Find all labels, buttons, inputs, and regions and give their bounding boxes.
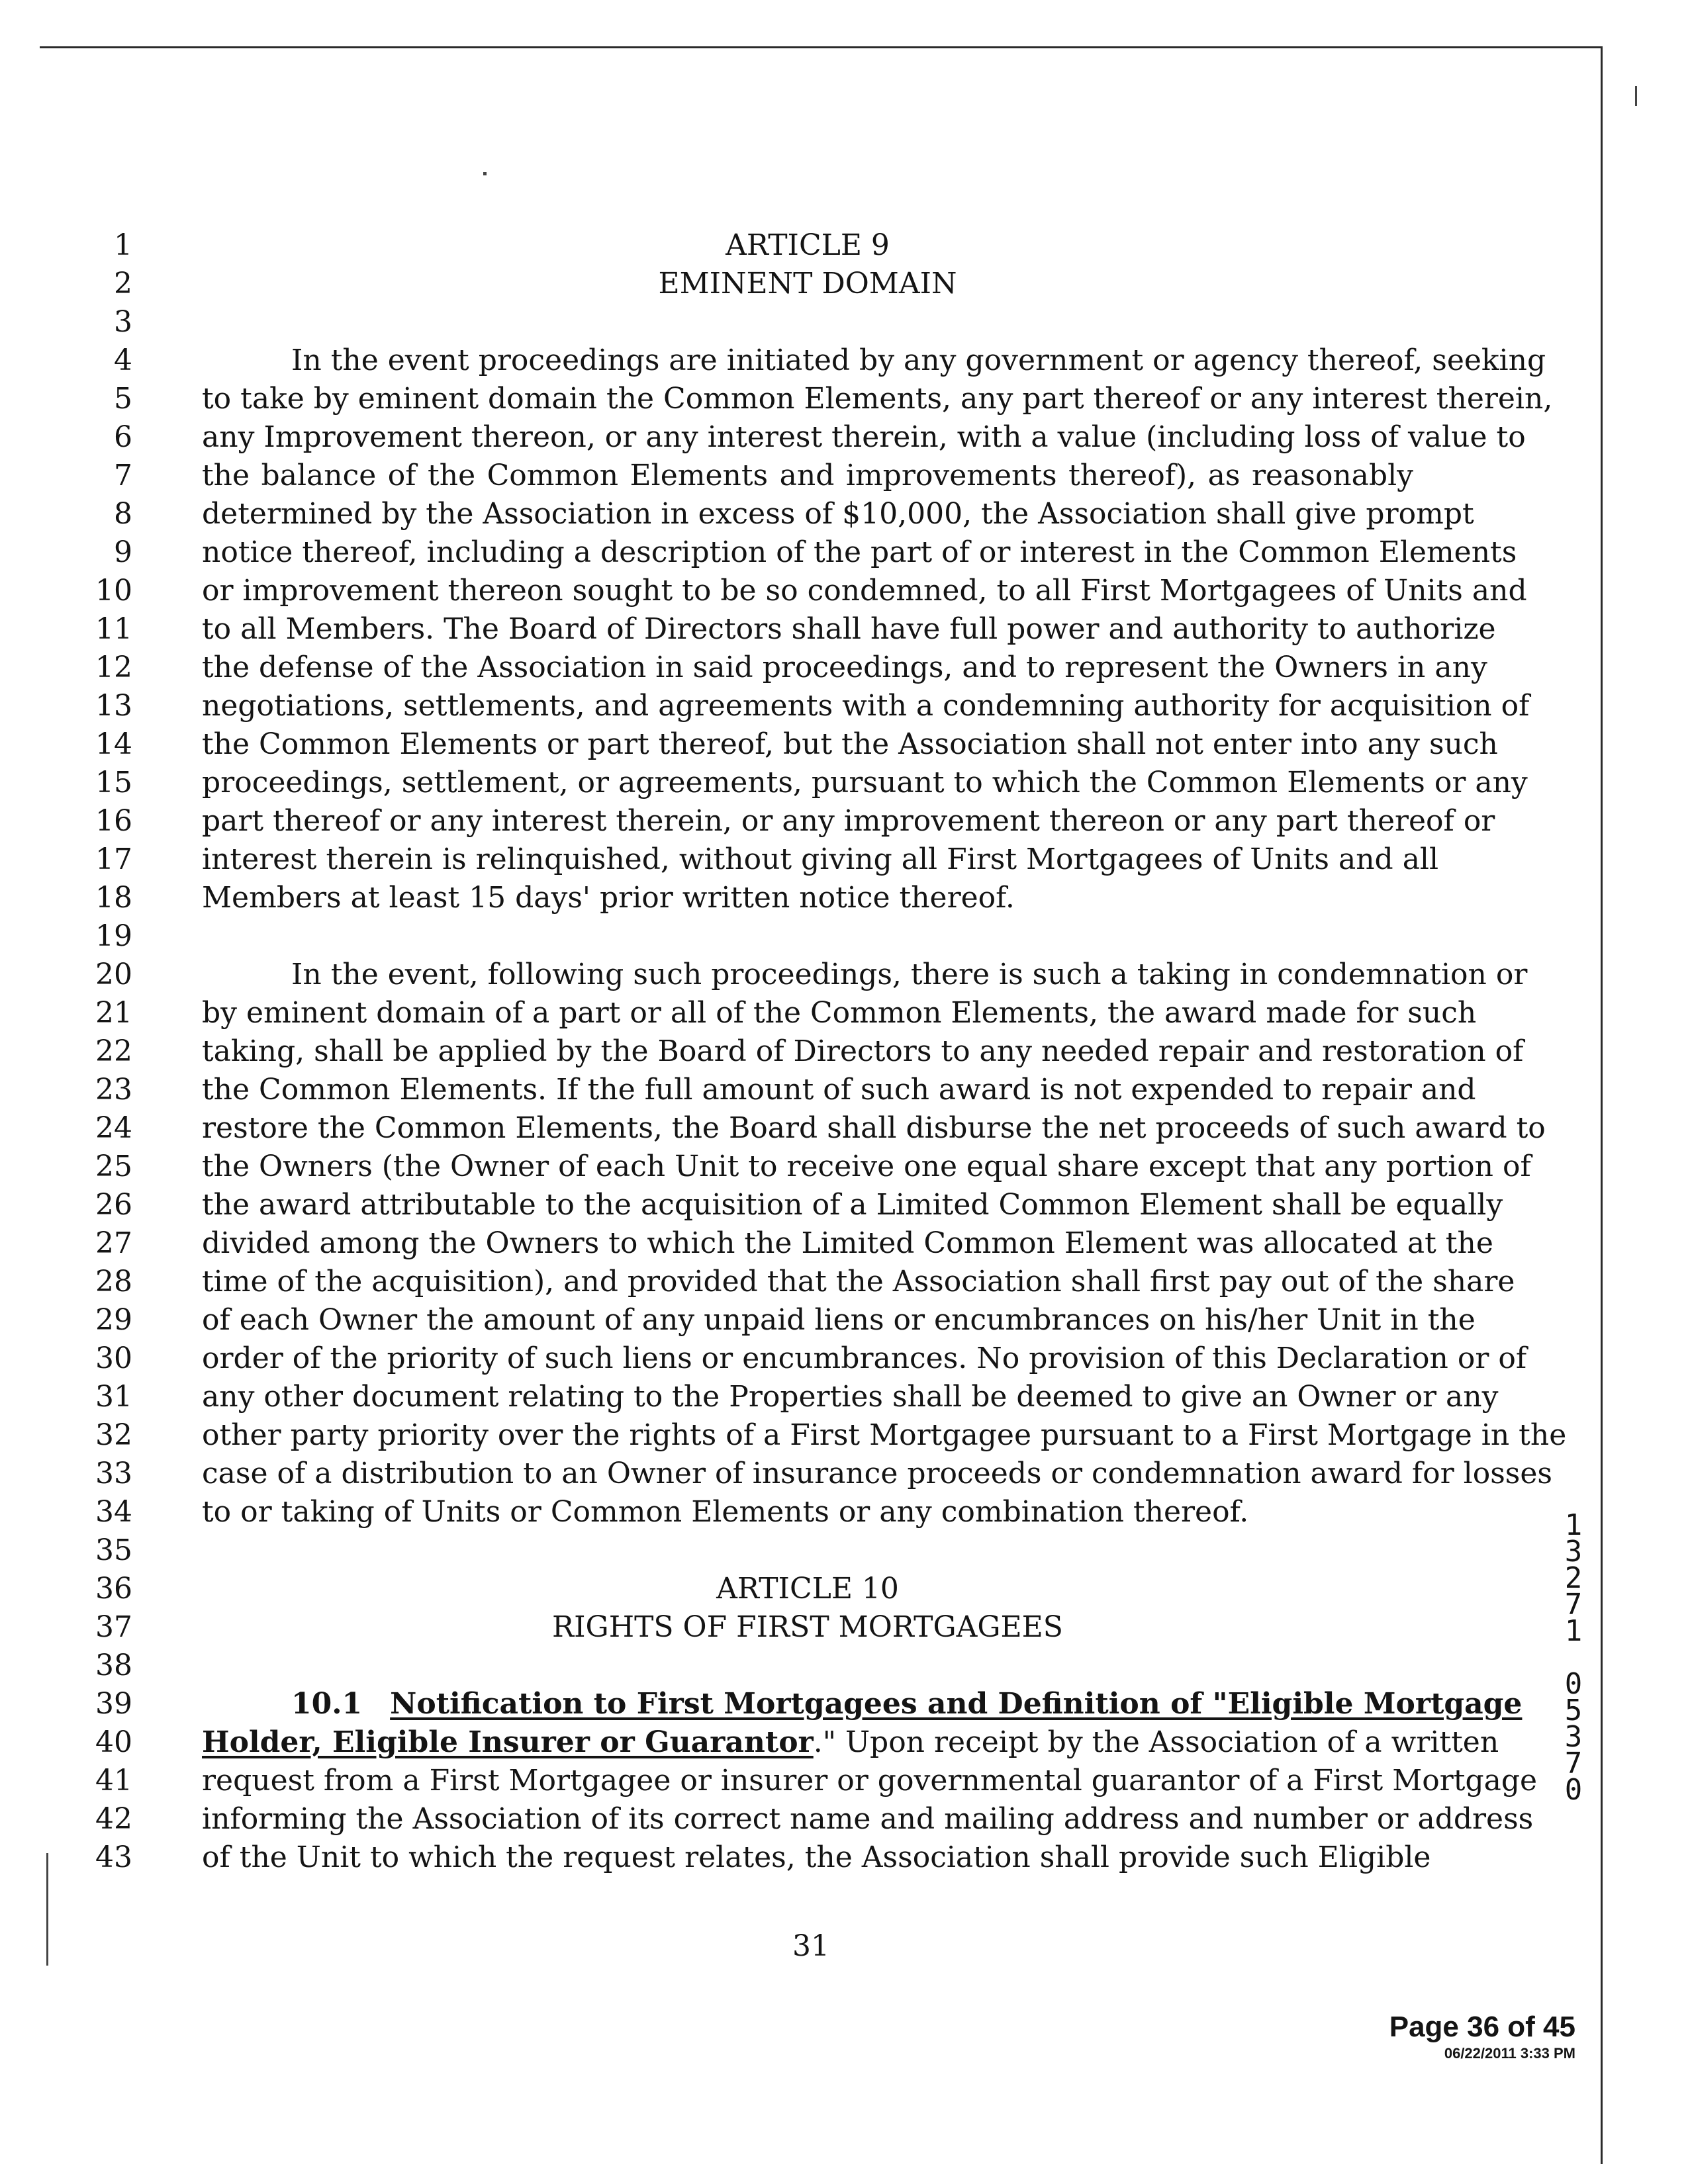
line-number: 6: [114, 420, 132, 454]
line-number: 38: [95, 1649, 132, 1682]
line-number: 1: [114, 228, 132, 262]
line-number: 25: [95, 1150, 132, 1183]
article-9-title: ARTICLE 9: [726, 228, 890, 262]
scan-speck: [46, 1853, 48, 1966]
line-number: 8: [114, 497, 132, 531]
text-line: of each Owner the amount of any unpaid liens or encumbrances on his/her Unit in the: [202, 1303, 1476, 1337]
text-line: other party priority over the rights of a First Mortgagee pursuant to a First Mortgage in the: [202, 1418, 1567, 1452]
stamp-digit: 3: [1564, 1535, 1583, 1569]
line-number: 18: [95, 881, 132, 915]
line-number: 23: [95, 1073, 132, 1107]
line-number: 33: [95, 1457, 132, 1490]
line-number: 29: [95, 1303, 132, 1337]
line-number: 7: [114, 459, 132, 492]
text-line: taking, shall be applied by the Board of Directors to any needed repair and restoration of: [202, 1034, 1524, 1068]
text-line: informing the Association of its correct name and mailing address and number or address: [202, 1802, 1534, 1836]
line-number: 22: [95, 1034, 132, 1068]
text-line: proceedings, settlement, or agreements, pursuant to which the Common Elements or any: [202, 766, 1528, 799]
line-number: 26: [95, 1188, 132, 1222]
line-number: 39: [95, 1687, 132, 1721]
stamp-digit: 1: [1564, 1614, 1583, 1648]
line-number: 11: [95, 612, 132, 646]
line-number: 15: [95, 766, 132, 799]
text-line: to take by eminent domain the Common Elements, any part thereof or any interest therein,: [202, 382, 1553, 416]
line-number: 28: [95, 1265, 132, 1298]
text-line: any other document relating to the Properties shall be deemed to give an Owner or any: [202, 1380, 1499, 1414]
footer-timestamp: 06/22/2011 3:33 PM: [1444, 2045, 1575, 2062]
article-10-title: ARTICLE 10: [716, 1572, 899, 1606]
line-number: 34: [95, 1495, 132, 1529]
stamp-digit: 3: [1564, 1720, 1583, 1754]
line-number: 32: [95, 1418, 132, 1452]
text-line: In the event, following such proceedings, there is such a taking in condemnation or: [291, 958, 1528, 991]
text-line: to or taking of Units or Common Elements or any combination thereof.: [202, 1495, 1249, 1529]
right-border-line: [1601, 46, 1603, 2164]
text-line: part thereof or any interest therein, or any improvement thereon or any part thereof or: [202, 804, 1495, 838]
line-number: 43: [95, 1841, 132, 1874]
line-number: 5: [114, 382, 132, 416]
text-line: the Owners (the Owner of each Unit to receive one equal share except that any portion of: [202, 1150, 1531, 1183]
line-number: 2: [114, 267, 132, 300]
text-line: order of the priority of such liens or encumbrances. No provision of this Declaration or of: [202, 1342, 1527, 1375]
line-number: 27: [95, 1226, 132, 1260]
text-line: of the Unit to which the request relates, the Association shall provide such Eligible: [202, 1841, 1431, 1874]
text-line: by eminent domain of a part or all of the Common Elements, the award made for such: [202, 996, 1477, 1030]
text-line: negotiations, settlements, and agreements with a condemning authority for acquisition of: [202, 689, 1530, 723]
text-line: divided among the Owners to which the Limited Common Element was allocated at the: [202, 1226, 1493, 1260]
page-number: 31: [792, 1929, 829, 1963]
text-line: the balance of the Common Elements and improvements thereof), as reasonably: [202, 459, 1413, 492]
line-number: 41: [95, 1764, 132, 1797]
line-number: 3: [114, 305, 132, 339]
text-line: the Common Elements. If the full amount of such award is not expended to repair and: [202, 1073, 1476, 1107]
footer-page-label: Page 36 of 45: [1389, 2011, 1575, 2043]
line-number: 35: [95, 1533, 132, 1567]
stamp-digit: 2: [1564, 1561, 1583, 1595]
text-line: In the event proceedings are initiated by any government or agency thereof, seeking: [291, 343, 1546, 377]
text-line: determined by the Association in excess of $10,000, the Association shall give prompt: [202, 497, 1474, 531]
line-number: 30: [95, 1342, 132, 1375]
line-number: 12: [95, 651, 132, 684]
line-number: 31: [95, 1380, 132, 1414]
stamp-digit: 0: [1564, 1773, 1583, 1807]
text-line: or improvement thereon sought to be so condemned, to all First Mortgagees of Units and: [202, 574, 1527, 608]
text-line: any Improvement thereon, or any interest therein, with a value (including loss of value to: [202, 420, 1526, 454]
line-number: 37: [95, 1610, 132, 1644]
line-number: 21: [95, 996, 132, 1030]
stamp-digit: 5: [1564, 1694, 1583, 1727]
stamp-digit: 7: [1564, 1588, 1583, 1621]
text-run: ." Upon receipt by the Association of a written: [813, 1725, 1499, 1759]
line-number: 4: [114, 343, 132, 377]
text-line: time of the acquisition), and provided that the Association shall first pay out of the share: [202, 1265, 1515, 1298]
text-line: interest therein is relinquished, without giving all First Mortgagees of Units and all: [202, 842, 1439, 876]
article-10-subtitle: RIGHTS OF FIRST MORTGAGEES: [552, 1610, 1063, 1644]
text-line: the defense of the Association in said proceedings, and to represent the Owners in any: [202, 651, 1487, 684]
line-number: 36: [95, 1572, 132, 1606]
scan-speck: [1635, 86, 1637, 106]
top-border-line: [40, 46, 1602, 48]
line-number: 20: [95, 958, 132, 991]
section-heading-continued: Holder, Eligible Insurer or Guarantor: [202, 1725, 814, 1759]
scan-speck: [483, 172, 487, 175]
line-number: 13: [95, 689, 132, 723]
text-line: restore the Common Elements, the Board shall disburse the net proceeds of such award to: [202, 1111, 1546, 1145]
text-line: to all Members. The Board of Directors shall have full power and authority to authorize: [202, 612, 1496, 646]
text-line: the award attributable to the acquisition of a Limited Common Element shall be equally: [202, 1188, 1503, 1222]
line-number: 16: [95, 804, 132, 838]
text-line: notice thereof, including a description of the part of or interest in the Common Elements: [202, 535, 1517, 569]
stamp-digit: 1: [1564, 1508, 1583, 1542]
section-number: 10.1: [291, 1687, 363, 1721]
line-number: 19: [95, 919, 132, 953]
recording-stamp-number: [1557, 1508, 1590, 1807]
section-heading-line: [291, 1685, 1523, 1723]
line-number: 24: [95, 1111, 132, 1145]
article-9-subtitle: EMINENT DOMAIN: [658, 267, 957, 300]
line-number: 14: [95, 727, 132, 761]
text-line: case of a distribution to an Owner of insurance proceeds or condemnation award for losses: [202, 1457, 1552, 1490]
text-line: the Common Elements or part thereof, but the Association shall not enter into any such: [202, 727, 1498, 761]
stamp-digit: 7: [1564, 1747, 1583, 1780]
text-line: [202, 1723, 1499, 1762]
section-heading: Notification to First Mortgagees and Definition of "Eligible Mortgage: [390, 1687, 1523, 1721]
line-number: 10: [95, 574, 132, 608]
text-line: Members at least 15 days' prior written notice thereof.: [202, 881, 1015, 915]
line-number: 17: [95, 842, 132, 876]
line-number: 9: [114, 535, 132, 569]
stamp-digit: 0: [1564, 1667, 1583, 1701]
text-line: request from a First Mortgagee or insurer or governmental guarantor of a First Mortgage: [202, 1764, 1538, 1797]
line-number: 40: [95, 1725, 132, 1759]
line-number: 42: [95, 1802, 132, 1836]
